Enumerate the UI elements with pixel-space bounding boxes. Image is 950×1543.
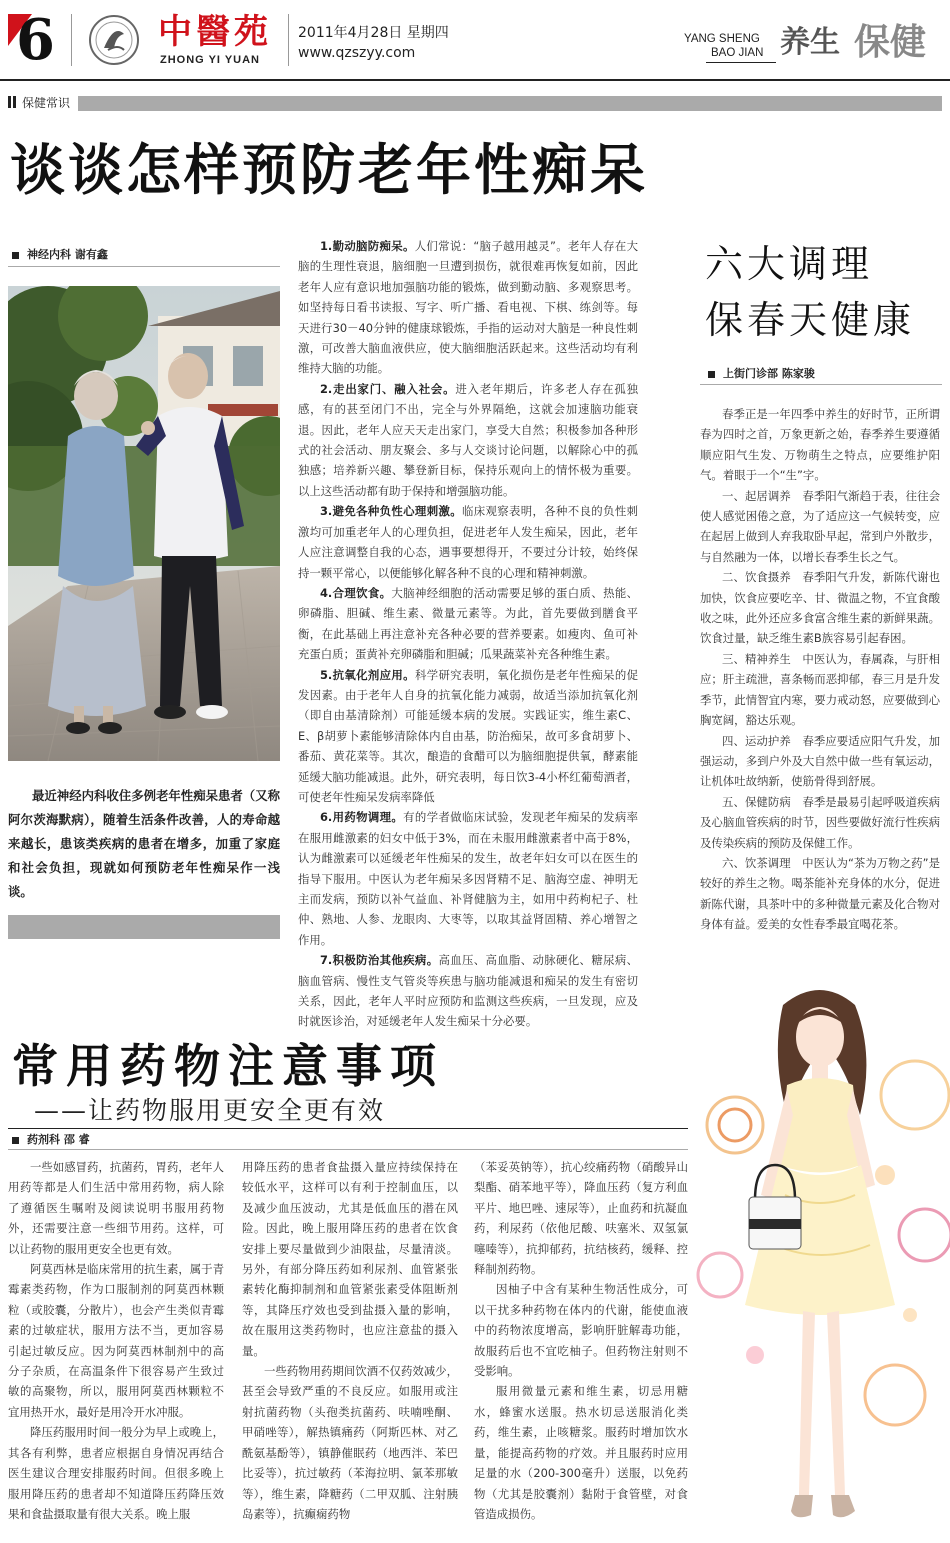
article2-para-2: 一、起居调养 春季阳气渐趋于表，往往会使人感觉困倦之意，为了适应这一气候转变，应在起居上做到人弃我取卧早起，常到户外散步，与自然融为一体，以增长春季生长之气。 bbox=[700, 488, 940, 564]
logo-pinyin: ZHONG YI YUAN bbox=[160, 54, 260, 66]
article2-para-5: 四、运动护养 春季应要适应阳气升发，加强运动，多到户外及大自然中做一些有氧运动，让机体吐故纳新，使筋骨得到舒展。 bbox=[700, 733, 940, 789]
section-underline bbox=[706, 62, 776, 63]
article1-para-1 bbox=[298, 236, 638, 379]
article3-col3 bbox=[474, 1157, 688, 1524]
article3-col1-para-2: 阿莫西林是临床常用的抗生素，属于青霉素类药物，作为口服制剂的阿莫西林颗粒（或胶囊，分散片），也会产生类似青霉素的过敏症状，服用方法不当，更加容易引起过敏反应。因为阿莫西林制剂中的高分子杂质，在高温条件下很容易产生致过敏的高聚物，所以，服用阿莫西林颗粒不宜用热开水，最好是用冷开水冲服。 bbox=[8, 1262, 224, 1419]
header-divider bbox=[71, 14, 72, 66]
article2-para-1: 春季正是一年四季中养生的好时节，正所谓春为四时之首，万象更新之始，春季养生要遵循顺应阳气生发、万物萌生之特点，应要维护阳气。着眼于一个“生”字。 bbox=[700, 407, 940, 483]
para-head: 1.勤动脑防痴呆。 bbox=[320, 239, 415, 253]
byline-text: 神经内科 谢有鑫 bbox=[27, 248, 108, 261]
article3-col1-para-3: 降压药服用时间一般分为早上或晚上，其各有利弊，患者应根据自身情况再结合医生建议合理安排服药时间。但很多晚上服用降压药的患者却不知道降压药降压效果和食盐摄取量有很大关系。晚上服 bbox=[8, 1425, 224, 1521]
article3-byline bbox=[12, 1131, 90, 1147]
article1-para-6 bbox=[298, 807, 638, 950]
para-text: 高血压、高血脂、动脉硬化、糖尿病、脑血管病、慢性支气管炎等疾患与脑功能减退和痴呆的发生有密切关系，因此，老年人平时应预防和监测这些疾病，一旦发现，应及时就医诊治，对延缓老年人发生痴呆十分必要。 bbox=[298, 953, 638, 1029]
para-head: 3.避免各种负性心理刺激。 bbox=[320, 504, 462, 519]
para-text: 人们常说：“脑子越用越灵”。老年人存在大脑的生理性衰退，脑细胞一旦遭到损伤，就很难再恢复如前，因此老年人应有意识地加强脑功能的锻炼，做到勤动脑、多观察思考。如坚持每日看书读报、写字、听广播、看电视、下棋、练剑等。每天进行30－40分钟的健康球锻炼，手指的运动对大脑是一种良性刺激，可改善大脑血液供应，使大脑细胞活跃起来。这些活动均有利维持大脑的功能。 bbox=[298, 239, 638, 376]
issue-date: 2011年4月28日 星期四 bbox=[298, 25, 449, 41]
para-text: 有的学者做临床试验，发现老年痴呆的发病率在服用雌激素的妇女中低于3%，而在未服用雌激素者中高于8%，认为雌激素可以延缓老年性痴呆的发生，故老年妇女可以在医生的指导下服用。中医认为老年痴呆多因肾精不足、脑海空虚、神明无主而发病，预防以补气益血、补肾健脑为主，如用中药枸杞子、杜仲、熟地、人参、龙眼肉、大枣等，以取其益肾固精、养心增智之作用。 bbox=[298, 810, 638, 947]
article1-title: 谈谈怎样预防老年性痴呆 bbox=[10, 138, 649, 202]
byline-square-icon bbox=[708, 371, 715, 378]
article2-para-3: 二、饮食摄养 春季阳气升发，新陈代谢也加快，饮食应要吃辛、甘、微温之物，不宜食酸收之味，此外还应多食富含维生素的新鲜果蔬。饮食过量，缺乏维生素B族容易引起春困。 bbox=[700, 570, 940, 646]
article1-byline-rule bbox=[8, 266, 280, 267]
elderly-couple-photo bbox=[8, 286, 280, 761]
article1-para-2 bbox=[298, 379, 638, 501]
article3-col2 bbox=[242, 1157, 458, 1524]
article1-byline bbox=[12, 246, 108, 262]
article3-col3-para-3: 服用微量元素和维生素，切忌用糖水，蜂蜜水送服。热水切忌送服消化类药，维生素，止咳糖浆。服药时增加饮水量，能提高药物的疗效。并且服药时应用足量的水（200-300毫升）送服，以免药物（尤其是胶囊剂）黏附于食管壁，对食管造成损伤。 bbox=[474, 1384, 688, 1521]
column-tag-label: 保健常识 bbox=[22, 96, 71, 110]
article1-lead-text: 最近神经内科收住多例老年性痴呆患者（又称阿尔茨海默病），随着生活条件改善，人的寿命越来越长，患该类疾病的患者在增多，加重了家庭和社会负担，现就如何预防老年性痴呆作一浅谈。 bbox=[8, 788, 280, 899]
page-number: 6 bbox=[16, 7, 55, 73]
logo-text: 中醫苑 bbox=[158, 12, 272, 52]
article2-para-6: 五、保健防病 春季是最易引起呼吸道疾病及心脑血管疾病的时节，因些要做好流行性疾病及传染疾病的预防及保健工作。 bbox=[700, 794, 940, 850]
website-url[interactable]: www.qzszyy.com bbox=[298, 45, 416, 61]
tag-marker bbox=[13, 96, 16, 108]
article2-para-4: 三、精神养生 中医认为，春属森，与肝相应；肝主疏泄，喜条畅而恶抑郁，春三月是升发季节，此情智宜内寒，要力戒动怒，应要做到心胸宽阔，豁达乐观。 bbox=[700, 651, 940, 728]
para-text: 临床观察表明，各种不良的负性刺激均可加重老年人的心理负担，促进老年人发生痴呆，因此，老年人应注意调整自我的心态，遇事要想得开，不要过分计较，始终保持一颗平常心，以便能够化解各种不良的心理和精神刺激。 bbox=[298, 504, 638, 580]
column-tag bbox=[8, 95, 78, 112]
spring-woman-illustration bbox=[695, 975, 950, 1543]
byline-square-icon bbox=[12, 252, 19, 259]
article3-byline-rule bbox=[8, 1149, 688, 1150]
article3-col2-para-2: 一些药物用药期间饮酒不仅药效减少，甚至会导致严重的不良反应。如服用或注射抗菌药物（头孢类抗菌药、呋喃唑酮、甲硝唑等），解热镇痛药（阿斯匹林、对乙酰氨基酚等），镇静催眠药（地西泮、苯巴比妥等），抗过敏药（苯海拉明、氯苯那敏等），维生素，降糖药（二甲双胍、注射胰岛素等），抗癫痫药物 bbox=[242, 1364, 458, 1521]
hospital-emblem-icon bbox=[88, 14, 140, 66]
article3-title: 常用药物注意事项 bbox=[12, 1039, 444, 1093]
article3-col3-para-1: （苯妥英钠等），抗心绞痛药物（硝酸异山梨酯、硝苯地平等），降血压药（复方利血平片、地巴唑、速尿等），止血药和抗凝血药，利尿药（依他尼酸、呋塞米、双氢氯噻嗪等），抗抑郁药，抗结核药，缓释、控释制剂药物。 bbox=[474, 1160, 688, 1277]
column-tag-bar bbox=[8, 96, 942, 111]
para-text: 大脑神经细胞的活动需要足够的蛋白质、热能、卵磷脂、胆碱、维生素、微量元素等。为此，首先要做到膳食平衡，在此基础上再注意补充各种必要的营养要素。如瘦肉、鱼可补充蛋白质；蛋黄补充卵磷脂和胆碱；瓜果蔬菜补充各种维生素。 bbox=[298, 585, 638, 662]
article3-col1-para-1: 一些如感冒药，抗菌药，胃药，老年人用药等都是人们生活中常用药物，病人除了遵循医生嘱咐及阅读说明书服用药物外，还需要注意一些细节用药。这样，可以让药物的服用更安全也更有效。 bbox=[8, 1160, 224, 1256]
article3-col1 bbox=[8, 1157, 224, 1524]
article1-para-7 bbox=[298, 950, 638, 1032]
byline-text: 上街门诊部 陈家骏 bbox=[723, 367, 815, 380]
page-header bbox=[0, 0, 950, 82]
para-head: 4.合理饮食。 bbox=[320, 585, 392, 600]
article3-col3-para-2: 因柚子中含有某种生物活性成分，可以干扰多种药物在体内的代谢，能使血液中的药物浓度增高，影响肝脏解毒功能，故服药后也不宜吃柚子。但药物注射则不受影响。 bbox=[474, 1282, 688, 1379]
article3-rule bbox=[8, 1128, 688, 1129]
para-head: 5.抗氧化剂应用。 bbox=[320, 667, 415, 682]
header-divider-2 bbox=[288, 14, 289, 66]
section-pinyin-1: YANG SHENG bbox=[684, 33, 760, 45]
article3-subtitle: ——让药物服用更安全更有效 bbox=[34, 1096, 386, 1125]
byline-square-icon bbox=[12, 1137, 19, 1144]
article2-para-7: 六、饮茶调理 中医认为“茶为万物之药”是较好的养生之物。喝茶能补充身体的水分，促进新陈代谢，具茶叶中的多种微量元素及化合物对身体有益。爱美的女性春季最宜喝花茶。 bbox=[700, 855, 940, 932]
article2-body bbox=[700, 404, 940, 935]
para-head: 6.用药物调理。 bbox=[320, 810, 404, 825]
section-title-cn: 养生 bbox=[780, 25, 840, 60]
article1-para-3 bbox=[298, 501, 638, 583]
section-title-cn2: 保健 bbox=[854, 22, 927, 63]
article3-col2-para-1: 用降压药的患者食盐摄入量应持续保持在较低水平，这样可以有利于控制血压，以及减少血压波动，尤其是低血压的潜在风险。因此，晚上服用降压药的患者在饮食安排上要尽量做到少油限盐，尽量清淡。另外，有部分降压药如利尿剂、血管紧张素转化酶抑制剂和血管紧张素受体阻断剂等，其降压疗效也受到盐摄入量的影响，故在服用这类药物时，也应注意盐的摄入量。 bbox=[242, 1160, 458, 1358]
article1-para-4 bbox=[298, 583, 638, 665]
header-rule bbox=[0, 79, 950, 81]
para-text: 进入老年期后，许多老人存在孤独感，有的甚至闭门不出，完全与外界隔绝，这就会加速脑功能衰退。因此，老年人应天天走出家门，享受大自然；积极参加各种形式的社会活动、朋友聚会、多与人交谈讨论问题，以解除心中的孤独感；培养新兴趣、攀登新目标，保持乐观向上的情怀极为重要。以上这些活动都有助于保持和增强脑功能。 bbox=[298, 381, 638, 498]
article1-para-5 bbox=[298, 665, 638, 808]
article2-byline bbox=[708, 365, 815, 381]
para-head: 2.走出家门、融入社会。 bbox=[320, 381, 456, 396]
article1-lead bbox=[8, 784, 280, 904]
section-pinyin-2: BAO JIAN bbox=[711, 47, 764, 59]
article2-byline-rule bbox=[700, 384, 942, 385]
article1-body bbox=[298, 236, 638, 1032]
byline-text: 药剂科 邵 睿 bbox=[27, 1133, 90, 1146]
gray-footer-bar bbox=[8, 915, 280, 939]
para-text: 科学研究表明，氧化损伤是老年性痴呆的促发因素。由于老年人自身的抗氧化能力减弱，故适当添加抗氧化剂（即自由基清除剂）可能延缓本病的发展。实践证实，维生素C、E、β胡萝卜素能够清除体内自由基，防治痴呆，故可多食胡萝卜、番茄、黄花菜等。其次，酿造的食醋可以为脑细胞提供氧，酵素能延缓大脑功能减退。此外，研究表明，每日饮3-4小杯红葡萄酒者，可使老年性痴呆发病率降低 bbox=[298, 667, 638, 804]
article2-title-line1: 六大调理 bbox=[705, 242, 874, 286]
article2-title-line2: 保春天健康 bbox=[705, 298, 916, 342]
tag-marker bbox=[8, 96, 11, 108]
para-head: 7.积极防治其他疾病。 bbox=[320, 953, 439, 968]
